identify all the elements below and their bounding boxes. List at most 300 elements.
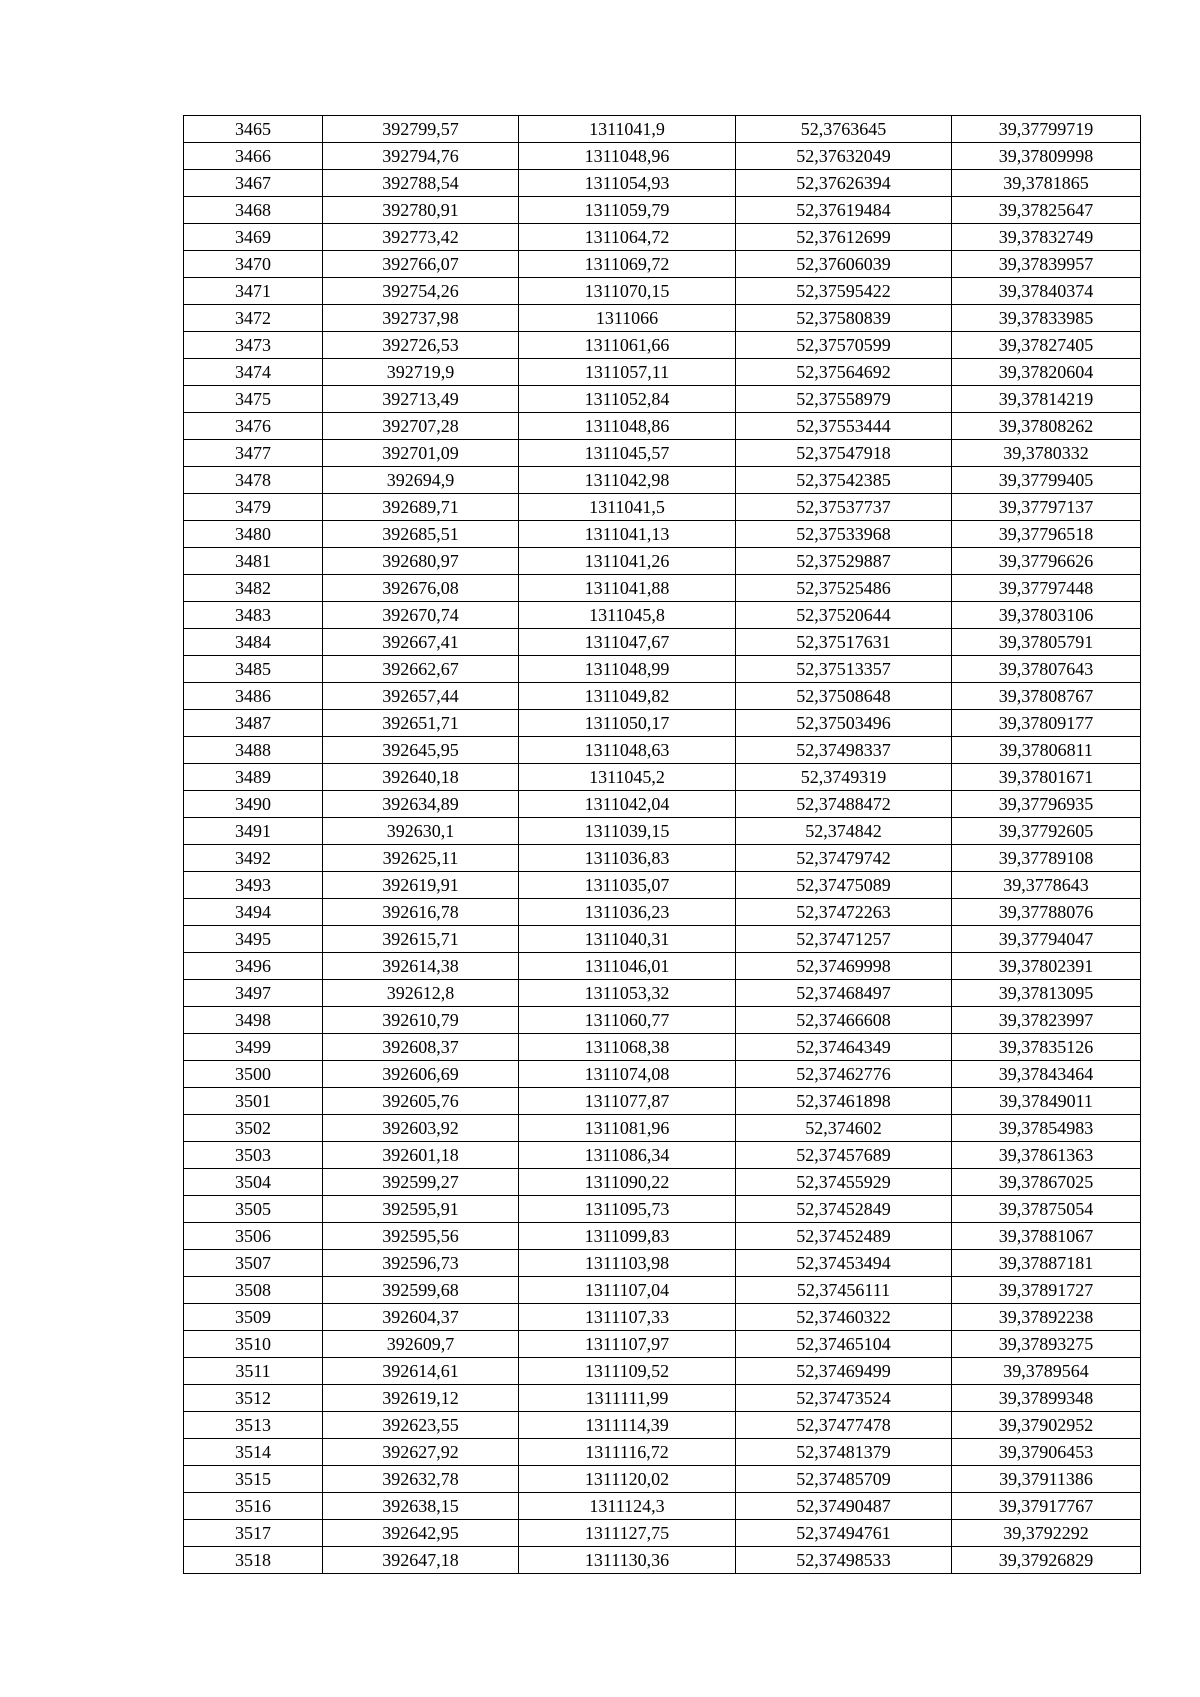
x-coordinate-cell: 392596,73 [323, 1250, 519, 1277]
table-row [184, 926, 1141, 953]
y-coordinate-cell: 1311046,01 [519, 953, 736, 980]
x-coordinate-cell: 392595,56 [323, 1223, 519, 1250]
coordinates-table [183, 115, 1141, 1574]
point-number-cell: 3489 [184, 764, 323, 791]
y-coordinate-cell: 1311054,93 [519, 170, 736, 197]
x-coordinate-cell: 392662,67 [323, 656, 519, 683]
x-coordinate-cell: 392623,55 [323, 1412, 519, 1439]
table-row [184, 1412, 1141, 1439]
x-coordinate-cell: 392754,26 [323, 278, 519, 305]
x-coordinate-cell: 392685,51 [323, 521, 519, 548]
longitude-cell: 39,37792605 [952, 818, 1141, 845]
longitude-cell: 39,37891727 [952, 1277, 1141, 1304]
point-number-cell: 3491 [184, 818, 323, 845]
latitude-cell: 52,37452849 [736, 1196, 952, 1223]
table-row [184, 1061, 1141, 1088]
latitude-cell: 52,374842 [736, 818, 952, 845]
table-row [184, 1196, 1141, 1223]
x-coordinate-cell: 392670,74 [323, 602, 519, 629]
x-coordinate-cell: 392619,91 [323, 872, 519, 899]
y-coordinate-cell: 1311050,17 [519, 710, 736, 737]
latitude-cell: 52,37498337 [736, 737, 952, 764]
table-row [184, 710, 1141, 737]
latitude-cell: 52,37469998 [736, 953, 952, 980]
point-number-cell: 3482 [184, 575, 323, 602]
point-number-cell: 3473 [184, 332, 323, 359]
latitude-cell: 52,37517631 [736, 629, 952, 656]
coordinates-table-body [184, 116, 1141, 1574]
latitude-cell: 52,3749319 [736, 764, 952, 791]
x-coordinate-cell: 392642,95 [323, 1520, 519, 1547]
table-row [184, 116, 1141, 143]
longitude-cell: 39,37797137 [952, 494, 1141, 521]
point-number-cell: 3478 [184, 467, 323, 494]
y-coordinate-cell: 1311109,52 [519, 1358, 736, 1385]
x-coordinate-cell: 392615,71 [323, 926, 519, 953]
table-row [184, 1547, 1141, 1574]
latitude-cell: 52,37456111 [736, 1277, 952, 1304]
longitude-cell: 39,37806811 [952, 737, 1141, 764]
table-row [184, 197, 1141, 224]
table-row [184, 1169, 1141, 1196]
longitude-cell: 39,37843464 [952, 1061, 1141, 1088]
latitude-cell: 52,37465104 [736, 1331, 952, 1358]
point-number-cell: 3500 [184, 1061, 323, 1088]
point-number-cell: 3472 [184, 305, 323, 332]
longitude-cell: 39,37832749 [952, 224, 1141, 251]
latitude-cell: 52,37472263 [736, 899, 952, 926]
table-row [184, 737, 1141, 764]
x-coordinate-cell: 392657,44 [323, 683, 519, 710]
x-coordinate-cell: 392689,71 [323, 494, 519, 521]
latitude-cell: 52,37455929 [736, 1169, 952, 1196]
y-coordinate-cell: 1311124,3 [519, 1493, 736, 1520]
longitude-cell: 39,3780332 [952, 440, 1141, 467]
point-number-cell: 3509 [184, 1304, 323, 1331]
longitude-cell: 39,37788076 [952, 899, 1141, 926]
point-number-cell: 3496 [184, 953, 323, 980]
y-coordinate-cell: 1311042,04 [519, 791, 736, 818]
longitude-cell: 39,37799719 [952, 116, 1141, 143]
table-row [184, 1466, 1141, 1493]
point-number-cell: 3481 [184, 548, 323, 575]
y-coordinate-cell: 1311052,84 [519, 386, 736, 413]
point-number-cell: 3484 [184, 629, 323, 656]
table-row [184, 251, 1141, 278]
x-coordinate-cell: 392676,08 [323, 575, 519, 602]
longitude-cell: 39,37799405 [952, 467, 1141, 494]
y-coordinate-cell: 1311048,86 [519, 413, 736, 440]
longitude-cell: 39,37807643 [952, 656, 1141, 683]
y-coordinate-cell: 1311111,99 [519, 1385, 736, 1412]
point-number-cell: 3483 [184, 602, 323, 629]
latitude-cell: 52,37513357 [736, 656, 952, 683]
latitude-cell: 52,37477478 [736, 1412, 952, 1439]
latitude-cell: 52,37525486 [736, 575, 952, 602]
y-coordinate-cell: 1311077,87 [519, 1088, 736, 1115]
x-coordinate-cell: 392651,71 [323, 710, 519, 737]
point-number-cell: 3475 [184, 386, 323, 413]
x-coordinate-cell: 392599,27 [323, 1169, 519, 1196]
table-row [184, 953, 1141, 980]
latitude-cell: 52,37508648 [736, 683, 952, 710]
y-coordinate-cell: 1311114,39 [519, 1412, 736, 1439]
latitude-cell: 52,37481379 [736, 1439, 952, 1466]
point-number-cell: 3511 [184, 1358, 323, 1385]
longitude-cell: 39,37840374 [952, 278, 1141, 305]
point-number-cell: 3501 [184, 1088, 323, 1115]
latitude-cell: 52,37479742 [736, 845, 952, 872]
point-number-cell: 3507 [184, 1250, 323, 1277]
table-row [184, 1142, 1141, 1169]
y-coordinate-cell: 1311107,97 [519, 1331, 736, 1358]
longitude-cell: 39,37833985 [952, 305, 1141, 332]
y-coordinate-cell: 1311086,34 [519, 1142, 736, 1169]
x-coordinate-cell: 392619,12 [323, 1385, 519, 1412]
table-row [184, 656, 1141, 683]
table-row [184, 764, 1141, 791]
longitude-cell: 39,37849011 [952, 1088, 1141, 1115]
longitude-cell: 39,37814219 [952, 386, 1141, 413]
y-coordinate-cell: 1311048,96 [519, 143, 736, 170]
point-number-cell: 3471 [184, 278, 323, 305]
x-coordinate-cell: 392605,76 [323, 1088, 519, 1115]
x-coordinate-cell: 392726,53 [323, 332, 519, 359]
y-coordinate-cell: 1311116,72 [519, 1439, 736, 1466]
longitude-cell: 39,37809998 [952, 143, 1141, 170]
y-coordinate-cell: 1311090,22 [519, 1169, 736, 1196]
point-number-cell: 3516 [184, 1493, 323, 1520]
longitude-cell: 39,37899348 [952, 1385, 1141, 1412]
y-coordinate-cell: 1311068,38 [519, 1034, 736, 1061]
y-coordinate-cell: 1311074,08 [519, 1061, 736, 1088]
table-row [184, 845, 1141, 872]
table-row [184, 1223, 1141, 1250]
x-coordinate-cell: 392609,7 [323, 1331, 519, 1358]
point-number-cell: 3466 [184, 143, 323, 170]
longitude-cell: 39,37839957 [952, 251, 1141, 278]
point-number-cell: 3512 [184, 1385, 323, 1412]
x-coordinate-cell: 392616,78 [323, 899, 519, 926]
longitude-cell: 39,37805791 [952, 629, 1141, 656]
point-number-cell: 3480 [184, 521, 323, 548]
point-number-cell: 3476 [184, 413, 323, 440]
table-row [184, 305, 1141, 332]
y-coordinate-cell: 1311048,63 [519, 737, 736, 764]
x-coordinate-cell: 392713,49 [323, 386, 519, 413]
x-coordinate-cell: 392707,28 [323, 413, 519, 440]
longitude-cell: 39,37854983 [952, 1115, 1141, 1142]
longitude-cell: 39,37813095 [952, 980, 1141, 1007]
point-number-cell: 3513 [184, 1412, 323, 1439]
table-row [184, 467, 1141, 494]
longitude-cell: 39,37875054 [952, 1196, 1141, 1223]
table-row [184, 332, 1141, 359]
x-coordinate-cell: 392799,57 [323, 116, 519, 143]
y-coordinate-cell: 1311048,99 [519, 656, 736, 683]
point-number-cell: 3488 [184, 737, 323, 764]
x-coordinate-cell: 392630,1 [323, 818, 519, 845]
point-number-cell: 3465 [184, 116, 323, 143]
x-coordinate-cell: 392719,9 [323, 359, 519, 386]
point-number-cell: 3499 [184, 1034, 323, 1061]
point-number-cell: 3477 [184, 440, 323, 467]
latitude-cell: 52,37547918 [736, 440, 952, 467]
table-row [184, 1277, 1141, 1304]
x-coordinate-cell: 392608,37 [323, 1034, 519, 1061]
x-coordinate-cell: 392788,54 [323, 170, 519, 197]
longitude-cell: 39,3792292 [952, 1520, 1141, 1547]
longitude-cell: 39,37796935 [952, 791, 1141, 818]
latitude-cell: 52,37533968 [736, 521, 952, 548]
table-row [184, 1250, 1141, 1277]
y-coordinate-cell: 1311107,04 [519, 1277, 736, 1304]
latitude-cell: 52,37461898 [736, 1088, 952, 1115]
latitude-cell: 52,37471257 [736, 926, 952, 953]
latitude-cell: 52,37553444 [736, 413, 952, 440]
table-row [184, 224, 1141, 251]
y-coordinate-cell: 1311081,96 [519, 1115, 736, 1142]
latitude-cell: 52,37464349 [736, 1034, 952, 1061]
y-coordinate-cell: 1311057,11 [519, 359, 736, 386]
longitude-cell: 39,3781865 [952, 170, 1141, 197]
point-number-cell: 3517 [184, 1520, 323, 1547]
table-row [184, 872, 1141, 899]
x-coordinate-cell: 392737,98 [323, 305, 519, 332]
latitude-cell: 52,37475089 [736, 872, 952, 899]
longitude-cell: 39,37835126 [952, 1034, 1141, 1061]
table-row [184, 1358, 1141, 1385]
longitude-cell: 39,37926829 [952, 1547, 1141, 1574]
point-number-cell: 3505 [184, 1196, 323, 1223]
longitude-cell: 39,37808767 [952, 683, 1141, 710]
point-number-cell: 3506 [184, 1223, 323, 1250]
x-coordinate-cell: 392603,92 [323, 1115, 519, 1142]
longitude-cell: 39,37881067 [952, 1223, 1141, 1250]
x-coordinate-cell: 392694,9 [323, 467, 519, 494]
y-coordinate-cell: 1311041,88 [519, 575, 736, 602]
latitude-cell: 52,37580839 [736, 305, 952, 332]
longitude-cell: 39,37867025 [952, 1169, 1141, 1196]
point-number-cell: 3494 [184, 899, 323, 926]
latitude-cell: 52,37529887 [736, 548, 952, 575]
table-row [184, 791, 1141, 818]
point-number-cell: 3495 [184, 926, 323, 953]
table-row [184, 683, 1141, 710]
x-coordinate-cell: 392604,37 [323, 1304, 519, 1331]
table-row [184, 494, 1141, 521]
x-coordinate-cell: 392634,89 [323, 791, 519, 818]
longitude-cell: 39,37917767 [952, 1493, 1141, 1520]
point-number-cell: 3470 [184, 251, 323, 278]
table-row [184, 602, 1141, 629]
y-coordinate-cell: 1311061,66 [519, 332, 736, 359]
latitude-cell: 52,374602 [736, 1115, 952, 1142]
point-number-cell: 3518 [184, 1547, 323, 1574]
point-number-cell: 3487 [184, 710, 323, 737]
point-number-cell: 3492 [184, 845, 323, 872]
table-row [184, 386, 1141, 413]
latitude-cell: 52,37460322 [736, 1304, 952, 1331]
latitude-cell: 52,37469499 [736, 1358, 952, 1385]
x-coordinate-cell: 392601,18 [323, 1142, 519, 1169]
latitude-cell: 52,37490487 [736, 1493, 952, 1520]
y-coordinate-cell: 1311041,26 [519, 548, 736, 575]
x-coordinate-cell: 392647,18 [323, 1547, 519, 1574]
x-coordinate-cell: 392766,07 [323, 251, 519, 278]
table-row [184, 629, 1141, 656]
x-coordinate-cell: 392610,79 [323, 1007, 519, 1034]
point-number-cell: 3485 [184, 656, 323, 683]
table-row [184, 1007, 1141, 1034]
x-coordinate-cell: 392625,11 [323, 845, 519, 872]
x-coordinate-cell: 392595,91 [323, 1196, 519, 1223]
point-number-cell: 3502 [184, 1115, 323, 1142]
table-row [184, 818, 1141, 845]
latitude-cell: 52,37498533 [736, 1547, 952, 1574]
x-coordinate-cell: 392640,18 [323, 764, 519, 791]
latitude-cell: 52,37558979 [736, 386, 952, 413]
point-number-cell: 3474 [184, 359, 323, 386]
longitude-cell: 39,37789108 [952, 845, 1141, 872]
y-coordinate-cell: 1311047,67 [519, 629, 736, 656]
y-coordinate-cell: 1311045,8 [519, 602, 736, 629]
y-coordinate-cell: 1311041,9 [519, 116, 736, 143]
table-row [184, 143, 1141, 170]
latitude-cell: 52,3763645 [736, 116, 952, 143]
y-coordinate-cell: 1311040,31 [519, 926, 736, 953]
latitude-cell: 52,37564692 [736, 359, 952, 386]
latitude-cell: 52,37619484 [736, 197, 952, 224]
y-coordinate-cell: 1311103,98 [519, 1250, 736, 1277]
x-coordinate-cell: 392780,91 [323, 197, 519, 224]
table-row [184, 548, 1141, 575]
point-number-cell: 3515 [184, 1466, 323, 1493]
table-row [184, 1331, 1141, 1358]
longitude-cell: 39,37902952 [952, 1412, 1141, 1439]
y-coordinate-cell: 1311060,77 [519, 1007, 736, 1034]
longitude-cell: 39,37906453 [952, 1439, 1141, 1466]
y-coordinate-cell: 1311049,82 [519, 683, 736, 710]
table-row [184, 899, 1141, 926]
latitude-cell: 52,37570599 [736, 332, 952, 359]
longitude-cell: 39,37809177 [952, 710, 1141, 737]
y-coordinate-cell: 1311041,13 [519, 521, 736, 548]
x-coordinate-cell: 392614,38 [323, 953, 519, 980]
latitude-cell: 52,37473524 [736, 1385, 952, 1412]
longitude-cell: 39,37892238 [952, 1304, 1141, 1331]
point-number-cell: 3467 [184, 170, 323, 197]
table-row [184, 575, 1141, 602]
point-number-cell: 3479 [184, 494, 323, 521]
latitude-cell: 52,37632049 [736, 143, 952, 170]
point-number-cell: 3468 [184, 197, 323, 224]
longitude-cell: 39,3778643 [952, 872, 1141, 899]
y-coordinate-cell: 1311045,2 [519, 764, 736, 791]
y-coordinate-cell: 1311066 [519, 305, 736, 332]
longitude-cell: 39,37796626 [952, 548, 1141, 575]
x-coordinate-cell: 392680,97 [323, 548, 519, 575]
x-coordinate-cell: 392701,09 [323, 440, 519, 467]
point-number-cell: 3493 [184, 872, 323, 899]
x-coordinate-cell: 392773,42 [323, 224, 519, 251]
latitude-cell: 52,37612699 [736, 224, 952, 251]
latitude-cell: 52,37494761 [736, 1520, 952, 1547]
y-coordinate-cell: 1311036,83 [519, 845, 736, 872]
y-coordinate-cell: 1311036,23 [519, 899, 736, 926]
point-number-cell: 3490 [184, 791, 323, 818]
longitude-cell: 39,37794047 [952, 926, 1141, 953]
point-number-cell: 3514 [184, 1439, 323, 1466]
y-coordinate-cell: 1311042,98 [519, 467, 736, 494]
y-coordinate-cell: 1311045,57 [519, 440, 736, 467]
latitude-cell: 52,37457689 [736, 1142, 952, 1169]
point-number-cell: 3498 [184, 1007, 323, 1034]
table-row [184, 1088, 1141, 1115]
y-coordinate-cell: 1311059,79 [519, 197, 736, 224]
latitude-cell: 52,37485709 [736, 1466, 952, 1493]
latitude-cell: 52,37488472 [736, 791, 952, 818]
longitude-cell: 39,37893275 [952, 1331, 1141, 1358]
point-number-cell: 3508 [184, 1277, 323, 1304]
table-row [184, 1034, 1141, 1061]
y-coordinate-cell: 1311107,33 [519, 1304, 736, 1331]
x-coordinate-cell: 392612,8 [323, 980, 519, 1007]
table-row [184, 413, 1141, 440]
table-row [184, 521, 1141, 548]
longitude-cell: 39,37827405 [952, 332, 1141, 359]
latitude-cell: 52,37452489 [736, 1223, 952, 1250]
longitude-cell: 39,37803106 [952, 602, 1141, 629]
table-row [184, 1439, 1141, 1466]
longitude-cell: 39,37808262 [952, 413, 1141, 440]
y-coordinate-cell: 1311127,75 [519, 1520, 736, 1547]
x-coordinate-cell: 392627,92 [323, 1439, 519, 1466]
latitude-cell: 52,37453494 [736, 1250, 952, 1277]
x-coordinate-cell: 392645,95 [323, 737, 519, 764]
latitude-cell: 52,37520644 [736, 602, 952, 629]
table-row [184, 1385, 1141, 1412]
longitude-cell: 39,37797448 [952, 575, 1141, 602]
y-coordinate-cell: 1311099,83 [519, 1223, 736, 1250]
x-coordinate-cell: 392667,41 [323, 629, 519, 656]
longitude-cell: 39,37825647 [952, 197, 1141, 224]
table-row [184, 170, 1141, 197]
longitude-cell: 39,37801671 [952, 764, 1141, 791]
table-row [184, 980, 1141, 1007]
latitude-cell: 52,37468497 [736, 980, 952, 1007]
point-number-cell: 3504 [184, 1169, 323, 1196]
y-coordinate-cell: 1311070,15 [519, 278, 736, 305]
x-coordinate-cell: 392632,78 [323, 1466, 519, 1493]
table-row [184, 359, 1141, 386]
latitude-cell: 52,37606039 [736, 251, 952, 278]
table-row [184, 1493, 1141, 1520]
y-coordinate-cell: 1311069,72 [519, 251, 736, 278]
latitude-cell: 52,37595422 [736, 278, 952, 305]
y-coordinate-cell: 1311039,15 [519, 818, 736, 845]
y-coordinate-cell: 1311035,07 [519, 872, 736, 899]
y-coordinate-cell: 1311064,72 [519, 224, 736, 251]
latitude-cell: 52,37542385 [736, 467, 952, 494]
table-row [184, 1520, 1141, 1547]
table-row [184, 278, 1141, 305]
x-coordinate-cell: 392794,76 [323, 143, 519, 170]
latitude-cell: 52,37626394 [736, 170, 952, 197]
y-coordinate-cell: 1311053,32 [519, 980, 736, 1007]
latitude-cell: 52,37462776 [736, 1061, 952, 1088]
latitude-cell: 52,37466608 [736, 1007, 952, 1034]
